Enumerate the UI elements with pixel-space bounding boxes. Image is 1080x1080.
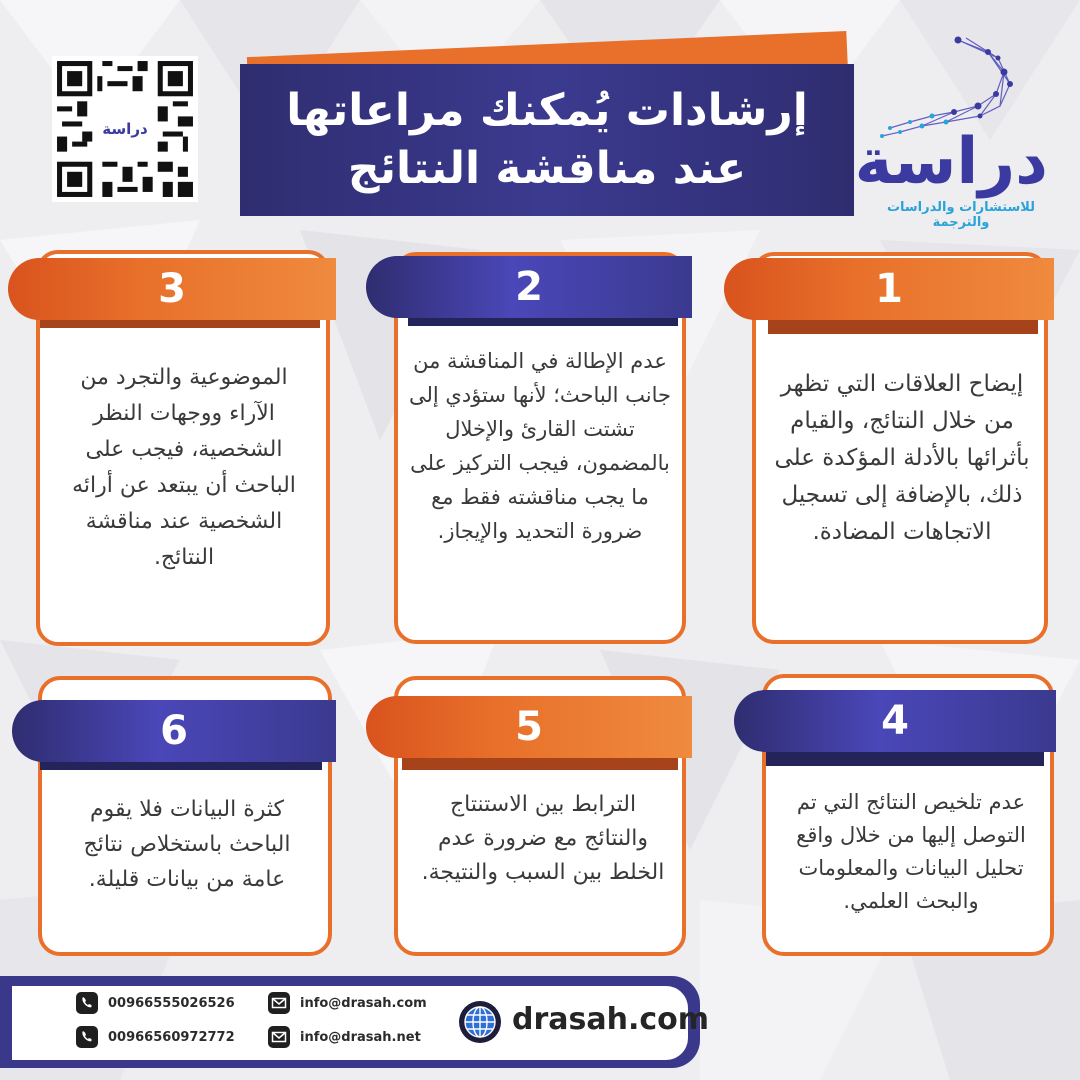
tip-ribbon-6: [12, 700, 336, 762]
email-contact-2[interactable]: [268, 1026, 421, 1048]
email-icon: [268, 992, 290, 1014]
tip-number-3: 3: [158, 266, 186, 312]
phone-icon: [76, 992, 98, 1014]
tip-ribbon-5: [366, 696, 692, 758]
tip-ribbon-4: [734, 690, 1056, 752]
tip-text-1: إيضاح العلاقات التي تظهر من خلال النتائج، والقيام بأثرائها بالأدلة المؤكدة على ذلك، بالإضافة إلى تسجيل الاتجاهات المضادة.: [774, 371, 1030, 545]
tip-number-6: 6: [160, 708, 188, 754]
tip-text-2: عدم الإطالة في المناقشة من جانب الباحث؛ لأنها ستؤدي إلى تشتت القارئ والإخلال بالمضمون، فيجب التركيز على ما يجب مناقشته فقط مع ضرورة التحديد والإيجاز.: [409, 349, 671, 543]
email-contact-1[interactable]: [268, 992, 427, 1014]
phone-number-2: 00966560972772: [108, 1029, 235, 1045]
tip-text-5: الترابط بين الاستنتاج والنتائج مع ضرورة عدم الخلط بين السبب والنتيجة.: [421, 792, 665, 885]
phone-contact-1[interactable]: [76, 992, 235, 1014]
qr-code-icon: [52, 56, 198, 202]
tip-ribbon-2: [366, 256, 692, 318]
tip-number-4: 4: [881, 698, 909, 744]
email-icon: [268, 1026, 290, 1048]
tip-ribbon-3: [8, 258, 336, 320]
email-address-2: info@drasah.net: [300, 1029, 421, 1045]
globe-icon: [458, 1000, 502, 1044]
logo-wordmark: دراسة: [854, 125, 1048, 199]
email-address-1: info@drasah.com: [300, 995, 427, 1011]
page-title-line-2: عند مناقشة النتائج: [347, 143, 747, 194]
title-banner: [240, 64, 854, 216]
tip-number-5: 5: [515, 704, 543, 750]
phone-icon: [76, 1026, 98, 1048]
page-title-line-1: إرشادات يُمكنك مراعاتها: [286, 85, 808, 136]
tip-number-1: 1: [875, 266, 903, 312]
phone-contact-2[interactable]: [76, 1026, 235, 1048]
qr-logo-label: دراسة: [102, 120, 148, 139]
tip-number-2: 2: [515, 264, 543, 310]
website-link[interactable]: drasah.com: [512, 1002, 710, 1037]
tip-text-4: عدم تلخيص النتائج التي تم التوصل إليها من خلال واقع تحليل البيانات والمعلومات والبحث العلمي.: [796, 790, 1026, 913]
tip-text-6: كثرة البيانات فلا يقوم الباحث باستخلاص نتائج عامة من بيانات قليلة.: [83, 797, 291, 892]
qr-code[interactable]: [52, 56, 198, 202]
tip-ribbon-1: [724, 258, 1054, 320]
tip-text-3: الموضوعية والتجرد من الآراء ووجهات النظر الشخصية، فيجب على الباحث أن يبتعد عن أرائه الشخصية عند مناقشة النتائج.: [72, 365, 296, 570]
phone-number-1: 00966555026526: [108, 995, 235, 1011]
logo-tagline: للاستشارات والدراسات والترجمة: [886, 200, 1036, 230]
